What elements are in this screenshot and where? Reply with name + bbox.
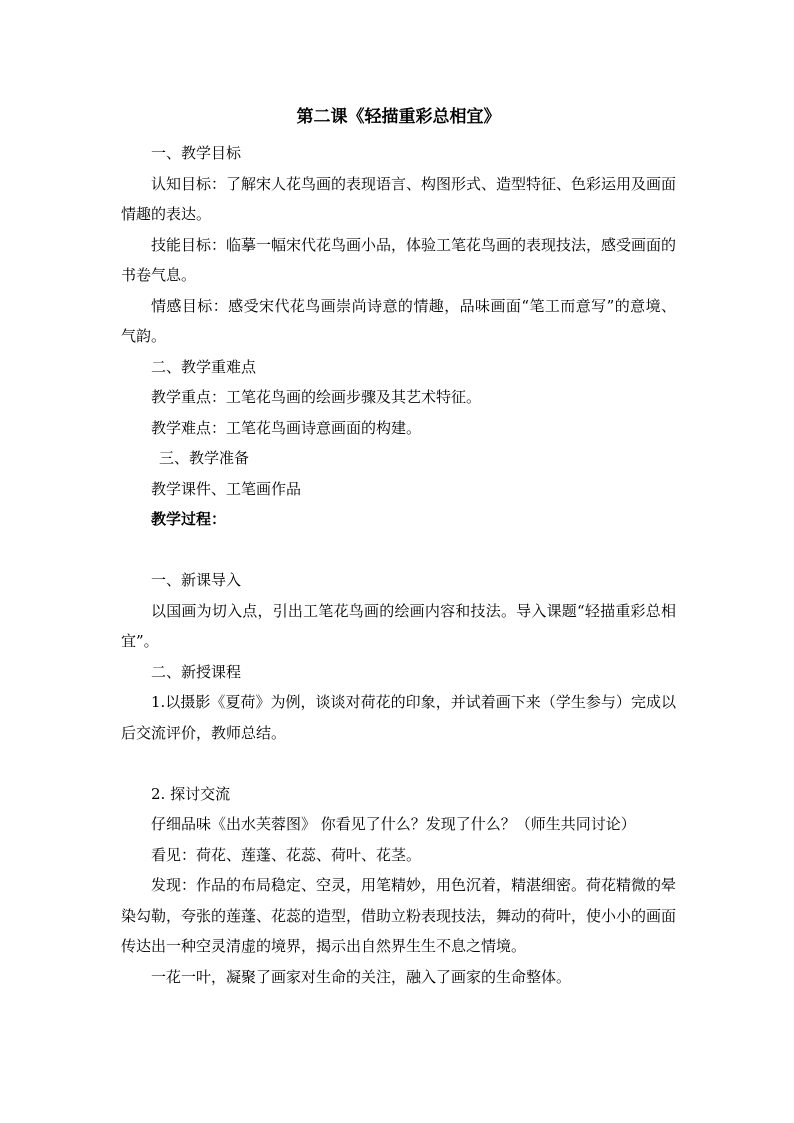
section-heading-process: 教学过程： — [151, 510, 227, 528]
section-heading-introduction: 一、新课导入 — [151, 571, 242, 589]
paragraph-materials: 教学课件、工笔画作品 — [151, 479, 302, 498]
blank-line — [121, 535, 676, 566]
paragraph-seen: 看见：荷花、莲蓬、花蕊、荷叶、花茎。 — [151, 845, 422, 864]
paragraph-appreciation-question: 仔细品味《出水芙蓉图》 你看见了什么？发现了什么？（师生共同讨论） — [151, 815, 636, 833]
paragraph-skill-goal: 技能目标：临摹一幅宋代花鸟画小品，体验工笔花鸟画的表现技法，感受画面的书卷气息。 — [121, 235, 677, 284]
subheading-discussion: 2. 探讨交流 — [151, 784, 231, 803]
blank-line — [121, 748, 676, 779]
section-heading-new-lesson: 二、新授课程 — [151, 662, 242, 681]
paragraph-difficult-point: 教学难点：工笔花鸟画诗意画面的构建。 — [151, 418, 422, 437]
document-title: 第二课《轻描重彩总相宜》 — [296, 107, 501, 127]
paragraph-conclusion: 一花一叶，凝聚了画家对生命的关注，融入了画家的生命整体。 — [151, 967, 572, 986]
paragraph-key-point: 教学重点：工笔花鸟画的绘画步骤及其艺术特征。 — [151, 388, 482, 406]
section-heading-preparation: 三、教学准备 — [159, 449, 250, 467]
paragraph-cognitive-goal: 认知目标：了解宋人花鸟画的表现语言、构图形式、造型特征、色彩运用及画面情趣的表达。 — [121, 174, 677, 223]
paragraph-emotion-goal: 情感目标：感受宋代花鸟画崇尚诗意的情趣，品味画面“笔工而意写”的意境、气韵。 — [121, 296, 676, 345]
paragraph-step-1: 1.以摄影《夏荷》为例，谈谈对荷花的印象，并试着画下来（学生参与）完成以后交流评价，教师总结。 — [121, 693, 676, 742]
paragraph-found: 发现：作品的布局稳定、空灵，用笔精妙，用色沉着，精湛细密。荷花精微的晕染勾勒，夸张的莲蓬、花蕊的造型，借助立粉表现技法，舞动的荷叶，使小小的画面传达出一种空灵清虚的境界，揭示出自然界生生不息之情境。 — [121, 876, 677, 955]
section-heading-key-points: 二、教学重难点 — [151, 357, 257, 376]
paragraph-introduction: 以国画为切入点，引出工笔花鸟画的绘画内容和技法。导入课题“轻描重彩总相宜”。 — [121, 601, 676, 650]
document-page — [121, 103, 676, 992]
section-heading-objectives: 一、教学目标 — [151, 144, 242, 162]
